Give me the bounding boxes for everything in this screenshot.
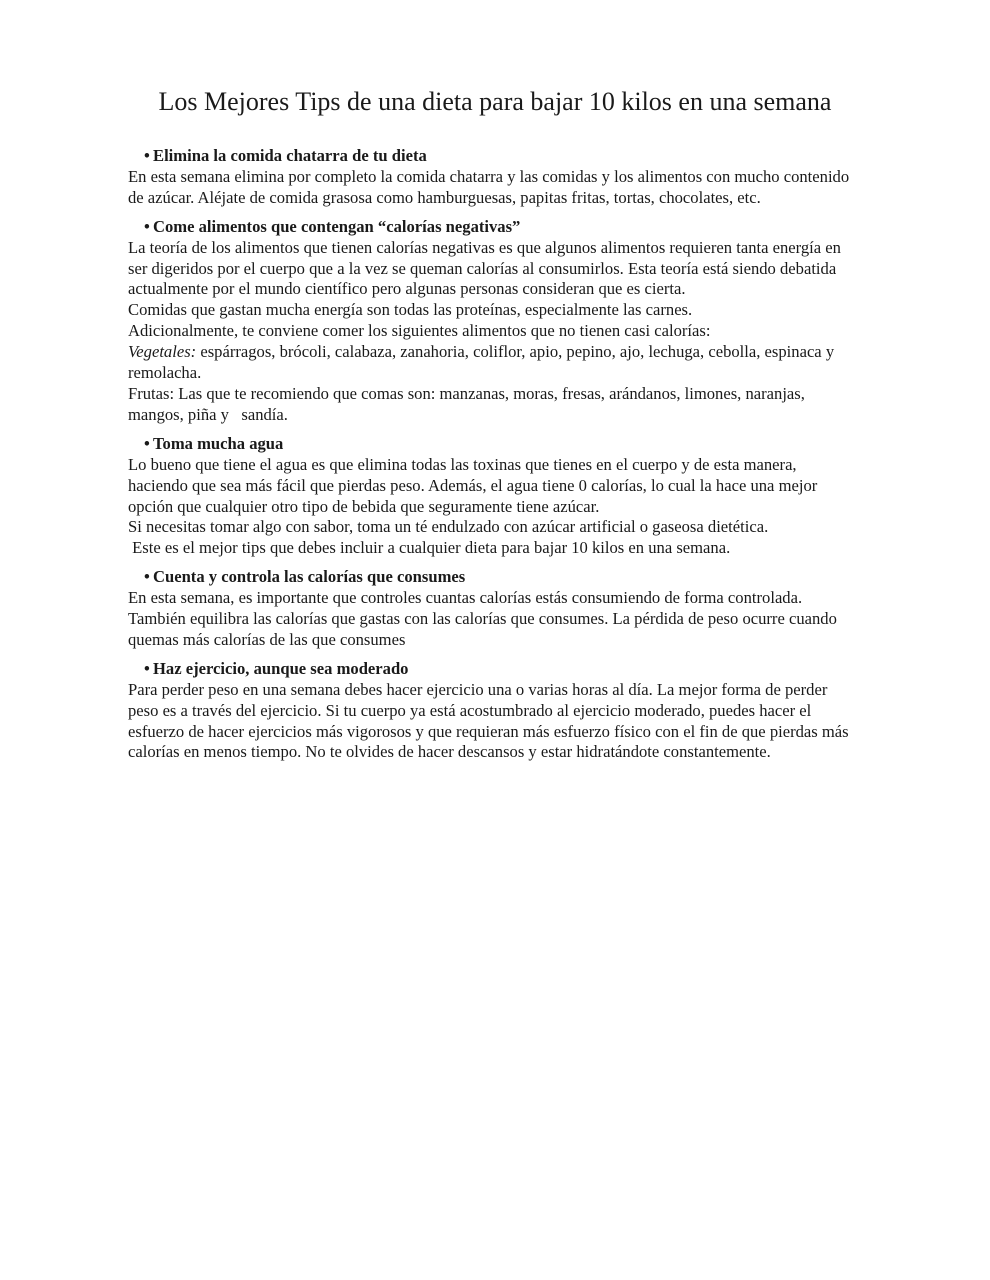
vegetables-list: espárragos, brócoli, calabaza, zanahoria, coliflor, apio, pepino, ajo, lechuga, cebolla, espinaca y remolacha.: [128, 342, 835, 383]
bullet-icon: •: [144, 216, 150, 236]
section-heading-text: Elimina la comida chatarra de tu dieta: [153, 146, 427, 165]
section-heading-text: Come alimentos que contengan “calorías negativas”: [153, 216, 521, 236]
vegetables-label: Vegetales:: [128, 342, 197, 362]
section-negative-calories: [128, 217, 858, 426]
paragraph: Lo bueno que tiene el agua es que elimina todas las toxinas que tienes en el cuerpo y de esta manera, haciendo que sea más fácil que pierdas peso. Además, el agua tiene 0 calorías, lo cual la hace una mejor opción que cualquier otro tipo de bebida que seguramente tiene azúcar.: [128, 454, 818, 516]
paragraph: Adicionalmente, te conviene comer los siguientes alimentos que no tienen casi calorías:: [128, 321, 711, 341]
paragraph: En esta semana elimina por completo la comida chatarra y las comidas y los alimentos con mucho contenido de azúcar. Aléjate de comida grasosa como hamburguesas, papitas fritas, tortas, chocolates, etc.: [128, 166, 850, 207]
section-heading: [128, 434, 858, 455]
paragraph: La teoría de los alimentos que tienen calorías negativas es que algunos alimentos requieren tanta energía en ser digeridos por el cuerpo que a la vez se queman calorías al consumirlos. Esta teoría está siendo debatida actualmente por el mundo científico pero algunas personas consideran que es cierta.: [128, 237, 841, 299]
paragraph: Este es el mejor tips que debes incluir a cualquier dieta para bajar 10 kilos en una semana.: [128, 538, 731, 558]
section-heading: [128, 659, 858, 680]
vegetables-paragraph: [128, 342, 858, 384]
section-heading: [128, 217, 858, 238]
section-heading: [128, 567, 858, 588]
paragraph: Si necesitas tomar algo con sabor, toma un té endulzado con azúcar artificial o gaseosa dietética.: [128, 517, 769, 537]
section-water: [128, 434, 858, 559]
section-heading-text: Toma mucha agua: [153, 433, 284, 453]
document-title: Los Mejores Tips de una dieta para bajar 10 kilos en una semana: [158, 87, 832, 116]
bullet-icon: •: [144, 146, 150, 165]
paragraph: Comidas que gastan mucha energía son todas las proteínas, especialmente las carnes.: [128, 300, 693, 320]
bullet-icon: •: [144, 567, 150, 587]
section-junk-food: [128, 146, 858, 209]
section-heading-text: Haz ejercicio, aunque sea moderado: [153, 658, 409, 678]
fruits-paragraph: Frutas: Las que te recomiendo que comas son: manzanas, moras, fresas, arándanos, limones, naranjas, mangos, piña y sandía.: [128, 383, 810, 424]
document-body: [128, 146, 858, 771]
paragraph: En esta semana, es importante que controles cuantas calorías estás consumiendo de forma controlada. También equilibra las calorías que gastas con las calorías que consumes. La pérdida de peso ocurre cuando quemas más calorías de las que consumes: [128, 588, 837, 649]
section-count-calories: [128, 567, 858, 651]
paragraph: Para perder peso en una semana debes hacer ejercicio una o varias horas al día. La mejor forma de perder peso es a través del ejercicio. Si tu cuerpo ya está acostumbrado al ejercicio moderado, puedes hacer el esfuerzo de hacer ejercicios más vigorosos y que requieran más esfuerzo físico con el fin de que pierdas más calorías en menos tiempo. No te olvides de hacer descansos y estar hidratándote constantemente.: [128, 679, 849, 762]
bullet-icon: •: [144, 433, 150, 453]
section-heading: [128, 146, 858, 167]
section-exercise: [128, 659, 858, 764]
bullet-icon: •: [144, 658, 150, 678]
section-heading-text: Cuenta y controla las calorías que consumes: [153, 567, 466, 587]
